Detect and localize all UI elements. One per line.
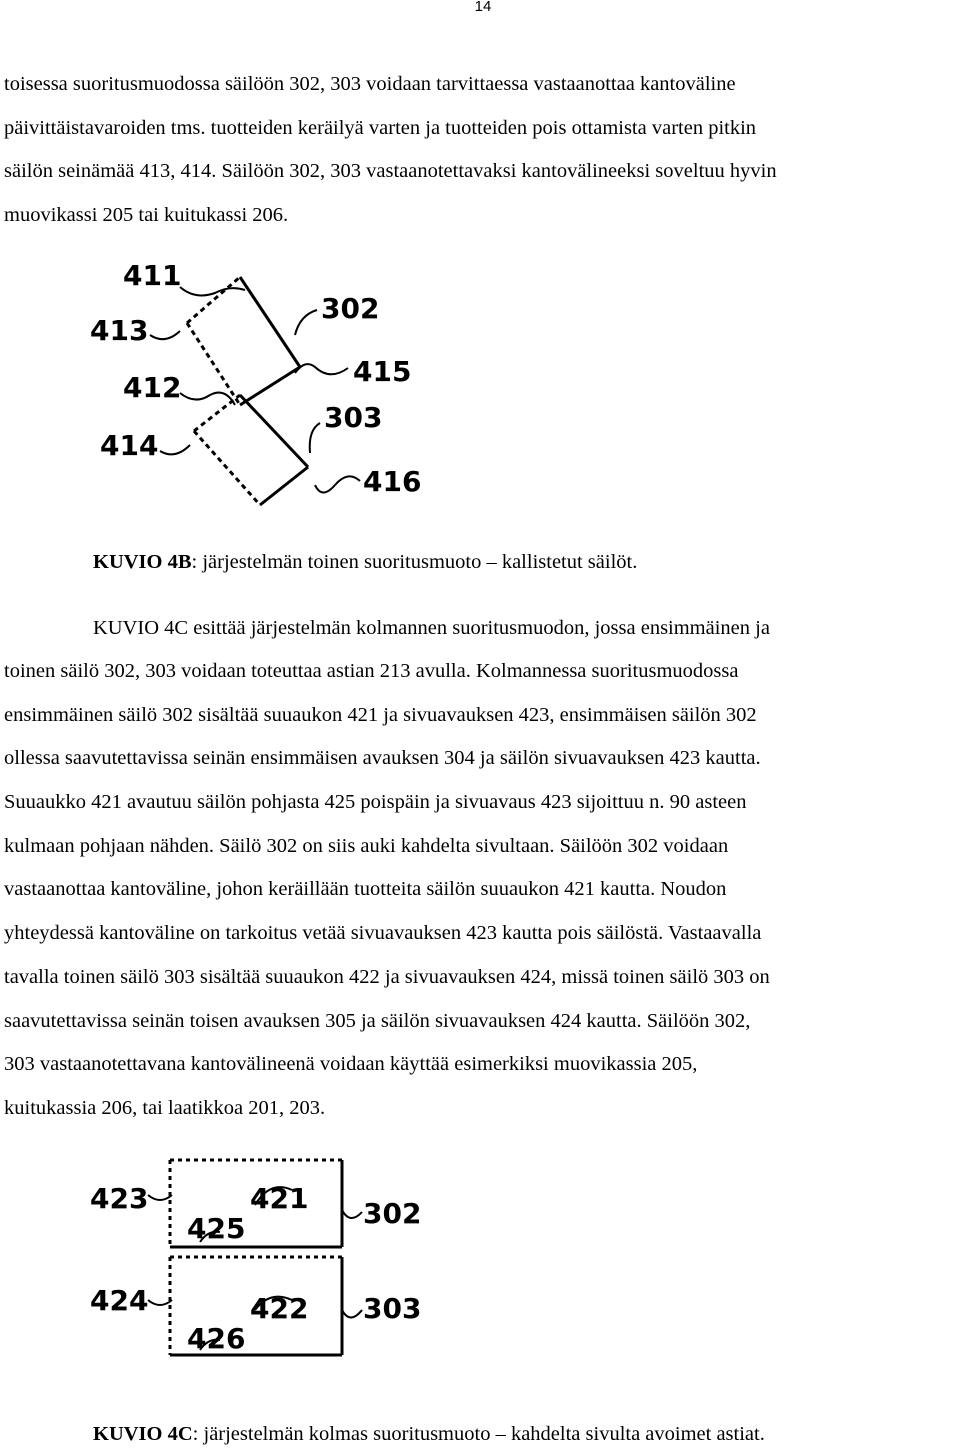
- paragraph-2-line: ollessa saavutettavissa seinän ensimmäisen avauksen 304 ja säilön sivuavauksen 423 kautta.: [4, 747, 761, 769]
- label-412: 412: [123, 371, 182, 404]
- paragraph-2-line: kuitukassia 206, tai laatikkoa 201, 203.: [4, 1097, 326, 1119]
- leader-415: [295, 364, 348, 374]
- paragraph-1-line: muovikassi 205 tai kuitukassi 206.: [4, 204, 289, 226]
- leader-303: [310, 423, 320, 453]
- paragraph-2-line: yhteydessä kantoväline on tarkoitus vetää sivuavauksen 423 kautta pois säilöstä. Vastaavalla: [4, 922, 762, 944]
- paragraph-1-line: säilön seinämää 413, 414. Säilöön 302, 303 vastaanotettavaksi kantovälineeksi soveltuu hyvin: [4, 160, 777, 182]
- page-number: 14: [474, 0, 492, 15]
- figure-4c-diagram: [80, 1150, 440, 1400]
- leader-416: [315, 476, 360, 492]
- container-302-right: [240, 277, 300, 367]
- label-302: 302: [321, 292, 380, 325]
- paragraph-2-line: saavutettavissa seinän toisen avauksen 305 ja säilön sivuavauksen 424 kautta. Säilöön 302,: [4, 1010, 751, 1032]
- paragraph-1-line: toisessa suoritusmuodossa säilöön 302, 303 voidaan tarvittaessa vastaanottaa kantoväline: [4, 73, 736, 95]
- container-303-right: [240, 395, 308, 467]
- paragraph-2-line: toinen säilö 302, 303 voidaan toteuttaa astian 213 avulla. Kolmannessa suoritusmuodossa: [4, 660, 739, 682]
- label-303: 303: [363, 1292, 422, 1325]
- label-426: 426: [187, 1322, 246, 1355]
- leader-424: [148, 1300, 172, 1305]
- label-423: 423: [90, 1182, 149, 1215]
- paragraph-2-line: vastaanottaa kantoväline, johon keräillään tuotteita säilön suuaukon 421 kautta. Noudon: [4, 878, 727, 900]
- label-421: 421: [250, 1182, 309, 1215]
- paragraph-2-line: KUVIO 4C esittää järjestelmän kolmannen suoritusmuodon, jossa ensimmäinen ja: [93, 617, 770, 639]
- leader-302: [342, 1210, 362, 1218]
- label-424: 424: [90, 1284, 149, 1317]
- label-414: 414: [100, 429, 159, 462]
- paragraph-2-line: 303 vastaanotettavana kantovälineenä voidaan käyttää esimerkiksi muovikassia 205,: [4, 1053, 698, 1075]
- container-303-dashed-left: [194, 431, 260, 505]
- figure-4b-caption-text: : järjestelmän toinen suoritusmuoto – kallistetut säilöt.: [191, 551, 638, 573]
- label-416: 416: [363, 465, 422, 498]
- label-302: 302: [363, 1197, 422, 1230]
- paragraph-2-line: Suuaukko 421 avautuu säilön pohjasta 425 poispäin ja sivuavaus 423 sijoittuu n. 90 asteen: [4, 791, 747, 813]
- container-302-bottom: [240, 367, 300, 405]
- leader-423: [148, 1195, 172, 1200]
- figure-4b-caption-label: KUVIO 4B: [93, 551, 192, 573]
- paragraph-2-line: kulmaan pohjaan nähden. Säilö 302 on siis auki kahdelta sivultaan. Säilöön 302 voidaan: [4, 835, 729, 857]
- figure-4c-caption-label: KUVIO 4C: [93, 1423, 193, 1445]
- leader-302: [295, 310, 317, 335]
- label-413: 413: [90, 314, 149, 347]
- label-411: 411: [123, 259, 182, 292]
- figure-4c-caption: [93, 1422, 765, 1446]
- leader-414: [160, 445, 190, 454]
- paragraph-2-line: ensimmäinen säilö 302 sisältää suuaukon 421 ja sivuavauksen 423, ensimmäisen säilön 302: [4, 704, 757, 726]
- leader-411: [180, 287, 245, 295]
- container-302-dashed-top: [187, 277, 240, 323]
- leader-303: [342, 1310, 362, 1318]
- label-422: 422: [250, 1292, 309, 1325]
- label-303: 303: [324, 401, 383, 434]
- paragraph-2-line: tavalla toinen säilö 303 sisältää suuaukon 422 ja sivuavauksen 424, missä toinen säilö 303 on: [4, 966, 770, 988]
- leader-413: [150, 331, 180, 339]
- paragraph-1-line: päivittäistavaroiden tms. tuotteiden keräilyä varten ja tuotteiden pois ottamista varten pitkin: [4, 117, 757, 139]
- figure-4c-caption-text: : järjestelmän kolmas suoritusmuoto – kahdelta sivulta avoimet astiat.: [192, 1423, 765, 1445]
- container-303-bottom: [260, 467, 308, 505]
- figure-4b-diagram: [80, 255, 430, 515]
- leader-412: [180, 393, 235, 405]
- label-415: 415: [353, 355, 412, 388]
- label-425: 425: [187, 1212, 246, 1245]
- figure-4b-caption: [93, 550, 637, 574]
